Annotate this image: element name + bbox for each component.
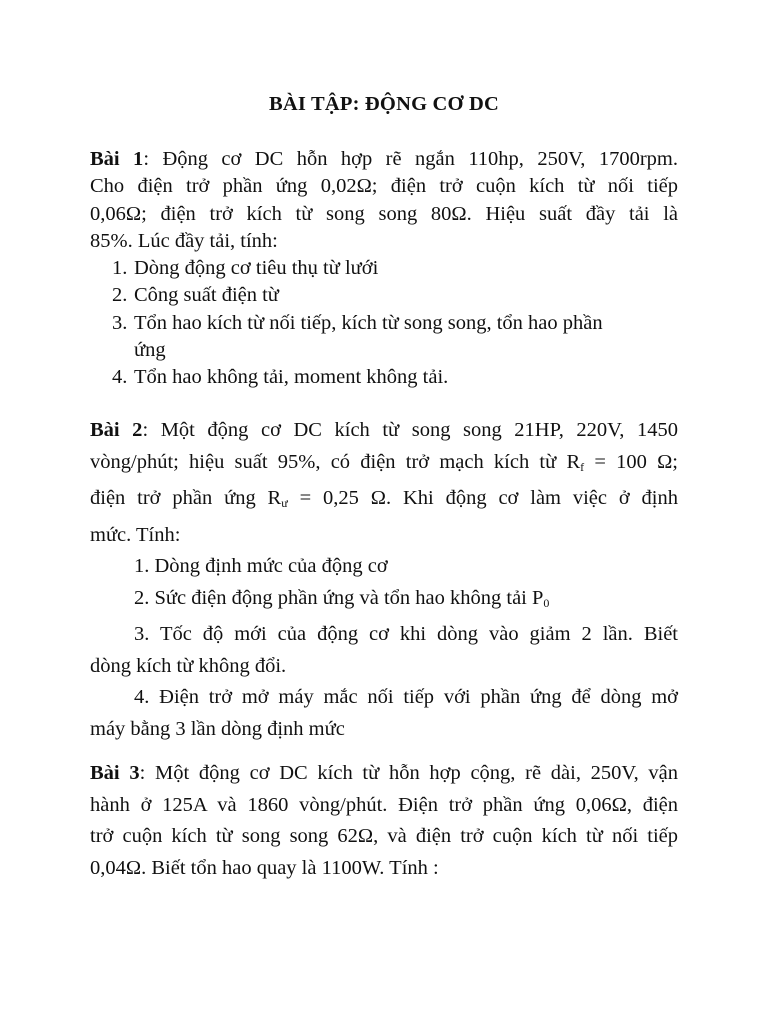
exercise-2-item-3-cont: dòng kích từ không đổi.	[90, 654, 287, 677]
exercise-2-line-1	[90, 415, 678, 447]
subscript: 0	[543, 595, 550, 610]
exercise-1-line-1	[90, 146, 678, 173]
exercise-2-line-3	[90, 483, 678, 520]
exercise-3-text-1: : Một động cơ DC kích từ hỗn hợp cộng, rẽ dài, 250V, vận	[139, 762, 679, 784]
item-text: Công suất điện từ	[134, 284, 279, 307]
subscript: ư	[281, 496, 288, 510]
exercise-1-item-1	[90, 255, 678, 282]
exercise-3-line-1	[90, 758, 678, 790]
item-text: Dòng động cơ tiêu thụ từ lưới	[134, 257, 379, 280]
exercise-1	[90, 146, 678, 392]
exercise-1-text-1: : Động cơ DC hỗn hợp rẽ ngắn 110hp, 250V, 1700rpm.	[143, 148, 678, 170]
exercise-2-item-4: 4. Điện trở mở máy mắc nối tiếp với phần ứng để dòng mở	[134, 686, 678, 708]
exercise-2	[90, 415, 678, 745]
exercise-2-text-1: : Một động cơ DC kích từ song song 21HP, 220V, 1450	[142, 419, 678, 441]
exercise-3	[90, 758, 678, 884]
exercise-2-line-4: mức. Tính:	[90, 523, 181, 546]
exercise-2-line-2	[90, 447, 678, 484]
exercise-1-item-3-cont: ứng	[134, 339, 166, 362]
exercise-3-label: Bài 3	[90, 762, 140, 784]
text: vòng/phút; hiệu suất 95%, có điện trở mạch kích từ R	[90, 450, 581, 473]
item-number: 1.	[112, 257, 128, 280]
item-number: 2.	[112, 284, 128, 307]
text: = 0,25 Ω. Khi động cơ làm việc ở định	[287, 487, 678, 509]
text: điện trở phần ứng R	[90, 487, 282, 509]
exercise-1-item-3	[90, 310, 678, 337]
exercise-1-line-2: Cho điện trở phần ứng 0,02Ω; điện trở cuộn kích từ nối tiếp	[90, 175, 678, 198]
exercise-2-item-3: 3. Tốc độ mới của động cơ khi dòng vào giảm 2 lần. Biết	[134, 623, 678, 645]
item-number: 4.	[112, 366, 128, 389]
exercise-1-line-4: 85%. Lúc đầy tải, tính:	[90, 229, 278, 252]
subscript: f	[580, 459, 585, 474]
item-text: Tổn hao kích từ nối tiếp, kích từ song song, tổn hao phần	[134, 311, 603, 334]
exercise-2-item-1: 1. Dòng định mức của động cơ	[134, 555, 388, 577]
exercise-2-item-2	[90, 583, 678, 620]
exercise-1-item-4	[90, 364, 678, 391]
item-text: Tổn hao không tải, moment không tải.	[134, 366, 449, 389]
item-number: 3.	[112, 311, 128, 334]
exercise-2-label: Bài 2	[90, 419, 143, 441]
exercise-1-item-2	[90, 282, 678, 309]
exercise-3-line-2: hành ở 125A và 1860 vòng/phút. Điện trở phần ứng 0,06Ω, điện	[90, 793, 678, 816]
exercise-1-label: Bài 1	[90, 148, 144, 170]
page-title: BÀI TẬP: ĐỘNG CƠ DC	[268, 93, 500, 115]
text: = 100 Ω;	[584, 450, 678, 473]
exercise-1-line-3: 0,06Ω; điện trở kích từ song song 80Ω. Hiệu suất đầy tải là	[90, 202, 678, 225]
exercise-3-line-3: trở cuộn kích từ song song 62Ω, và điện trở cuộn kích từ nối tiếp	[90, 825, 678, 847]
exercise-2-item-4-cont: máy bằng 3 lần dòng định mức	[90, 717, 345, 740]
text: 2. Sức điện động phần ứng và tổn hao không tải P	[134, 586, 544, 609]
exercise-3-line-4: 0,04Ω. Biết tổn hao quay là 1100W. Tính :	[90, 856, 439, 879]
